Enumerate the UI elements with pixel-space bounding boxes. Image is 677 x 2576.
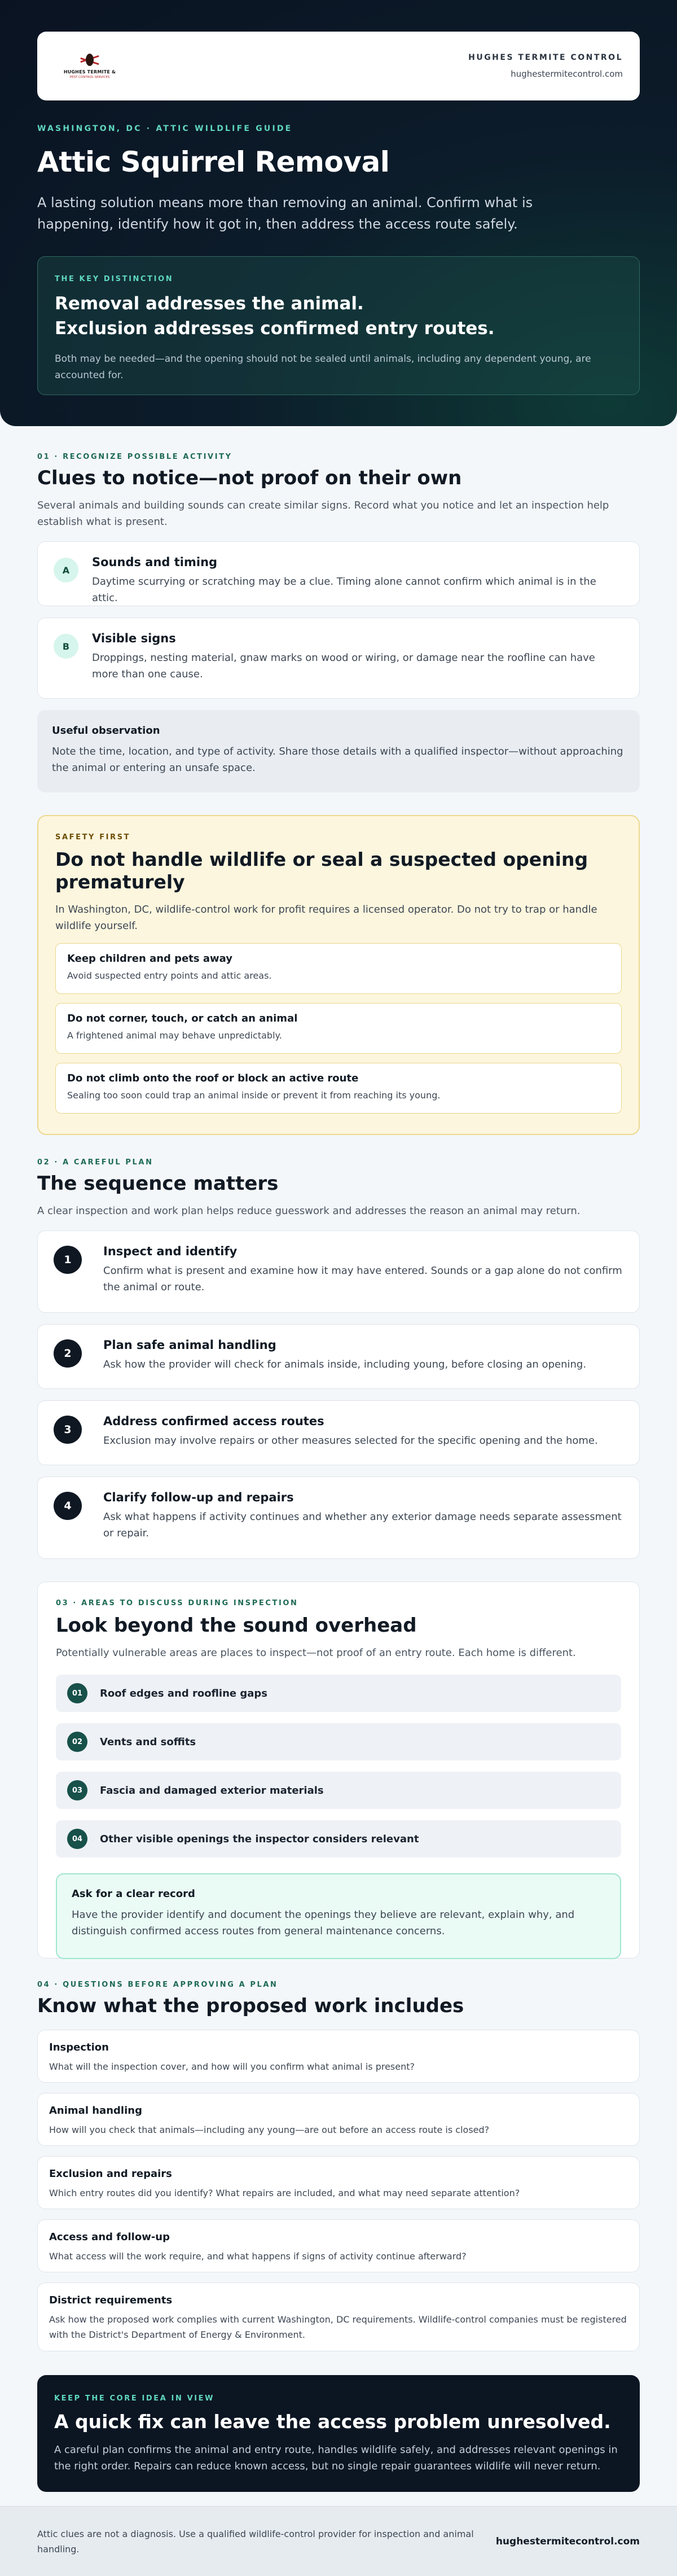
clue-title: Sounds and timing (92, 555, 218, 569)
section-careful-plan (0, 1135, 677, 1559)
termite-icon (80, 54, 99, 67)
area-label: Vents and soffits (100, 1736, 196, 1748)
safety-description: In Washington, DC, wildlife-control work for profit requires a licensed operator. Do not try to trap or handle wildlife yourself. (55, 904, 597, 932)
warning-item (55, 1003, 622, 1054)
distinction-title-line-1: Removal addresses the animal. (55, 293, 364, 314)
section-questions (0, 1959, 677, 2351)
step-title: Plan safe animal handling (103, 1338, 276, 1352)
area-item (56, 1772, 621, 1809)
step-title: Clarify follow-up and repairs (103, 1491, 294, 1504)
clue-description: Droppings, nesting material, gnaw marks on wood or wiring, or damage near the roofline can have more than one cause. (92, 652, 595, 680)
safety-first-panel (37, 815, 640, 1135)
warning-title: Do not climb onto the roof or block an active route (67, 1072, 359, 1084)
plan-step-1 (37, 1230, 640, 1313)
key-distinction-panel (37, 256, 640, 395)
warning-item (55, 1063, 622, 1114)
area-label: Fascia and damaged exterior materials (100, 1784, 324, 1797)
observation-description: Note the time, location, and type of activity. Share those details with a qualified inspector—without approaching the animal or entering an unsafe space. (52, 746, 623, 774)
observation-title: Useful observation (52, 725, 160, 737)
brand-info (468, 53, 623, 79)
section-kicker: 03 · AREAS TO DISCUSS DURING INSPECTION (56, 1599, 298, 1607)
clue-description: Daytime scurrying or scratching may be a clue. Timing alone cannot confirm which animal is in the attic. (92, 576, 596, 604)
question-card (37, 2283, 640, 2351)
question-title: Inspection (49, 2041, 109, 2053)
question-description: What access will the work require, and what happens if signs of activity continue afterward? (49, 2251, 467, 2262)
brand-bar (37, 32, 640, 100)
question-title: District requirements (49, 2294, 173, 2306)
hero-lede: A lasting solution means more than removing an animal. Confirm what is happening, identify how it got in, then address the access route safely. (37, 195, 533, 232)
step-description: Exclusion may involve repairs or other measures selected for the specific opening and the home. (103, 1435, 598, 1447)
page-title: Attic Squirrel Removal (37, 146, 390, 178)
clue-card-sounds (37, 541, 640, 606)
section-kicker: 01 · RECOGNIZE POSSIBLE ACTIVITY (37, 453, 232, 461)
logo-subtitle: PEST CONTROL SERVICES (69, 75, 110, 79)
question-description: Ask how the proposed work complies with current Washington, DC requirements. Wildlife-control companies must be registered with the District's Department of Energy & Environment. (49, 2314, 627, 2340)
record-description: Have the provider identify and document the openings they believe are relevant, explain why, and distinguish confirmed access routes from general maintenance concerns. (72, 1909, 575, 1937)
step-number: 1 (54, 1246, 82, 1274)
step-description: Confirm what is present and examine how it may have entered. Sounds or a gap alone do not confirm the animal or route. (103, 1265, 622, 1293)
area-number: 02 (67, 1732, 87, 1752)
section-kicker: 02 · A CAREFUL PLAN (37, 1158, 153, 1167)
record-title: Ask for a clear record (72, 1888, 195, 1900)
section-intro: Potentially vulnerable areas are places to inspect—not proof of an entry route. Each home is different. (56, 1647, 576, 1659)
section-title: Clues to notice—not proof on their own (37, 467, 462, 489)
company-logo[interactable] (56, 44, 123, 88)
step-title: Address confirmed access routes (103, 1414, 324, 1428)
question-card (37, 2219, 640, 2272)
question-card (37, 2030, 640, 2083)
core-description: A careful plan confirms the animal and entry route, handles wildlife safely, and addresses relevant openings in the right order. Repairs can reduce known access, but no single repair guarantees wildlife will never return. (54, 2444, 618, 2472)
section-recognize-activity (0, 426, 677, 792)
step-number: 2 (54, 1339, 82, 1368)
core-idea-panel (37, 2375, 640, 2492)
area-item (56, 1675, 621, 1712)
area-item (56, 1723, 621, 1760)
distinction-title-line-2: Exclusion addresses confirmed entry routes. (55, 318, 495, 339)
question-card (37, 2093, 640, 2146)
area-label: Roof edges and roofline gaps (100, 1687, 268, 1699)
question-description: How will you check that animals—including any young—are out before an access route is closed? (49, 2124, 490, 2135)
warning-description: Sealing too soon could trap an animal inside or prevent it from reaching its young. (67, 1090, 441, 1101)
clue-badge: A (54, 558, 78, 582)
distinction-kicker: THE KEY DISTINCTION (55, 275, 174, 283)
question-description: What will the inspection cover, and how will you confirm what animal is present? (49, 2061, 415, 2072)
safety-title: Do not handle wildlife or seal a suspected opening prematurely (55, 848, 588, 893)
hero-kicker: WASHINGTON, DC · ATTIC WILDLIFE GUIDE (37, 124, 293, 133)
step-number: 4 (54, 1492, 82, 1520)
step-number: 3 (54, 1416, 82, 1444)
question-title: Animal handling (49, 2105, 142, 2117)
section-intro: Several animals and building sounds can create similar signs. Record what you notice and let an inspection help establish what is present. (37, 500, 609, 528)
question-description: Which entry routes did you identify? What repairs are included, and what may need separate attention? (49, 2188, 520, 2198)
clue-card-visible-signs (37, 617, 640, 699)
step-title: Inspect and identify (103, 1245, 238, 1258)
useful-observation-panel (37, 710, 640, 792)
distinction-title (55, 291, 622, 341)
warning-title: Do not corner, touch, or catch an animal (67, 1013, 298, 1024)
section-title: Know what the proposed work includes (37, 1995, 464, 2017)
question-title: Exclusion and repairs (49, 2168, 172, 2180)
section-title: Look beyond the sound overhead (56, 1614, 417, 1637)
hero (0, 0, 677, 426)
clear-record-panel (56, 1873, 621, 1959)
question-card (37, 2156, 640, 2209)
footer (0, 2506, 677, 2576)
area-number: 04 (67, 1829, 87, 1849)
footer-note: Attic clues are not a diagnosis. Use a qualified wildlife-control provider for inspection and animal handling. (37, 2528, 474, 2555)
logo-name: HUGHES TERMITE & (63, 69, 116, 75)
plan-step-4 (37, 1477, 640, 1559)
warning-description: Avoid suspected entry points and attic areas. (67, 970, 272, 981)
section-intro: A clear inspection and work plan helps reduce guesswork and addresses the reason an animal may return. (37, 1205, 581, 1217)
area-number: 03 (67, 1780, 87, 1800)
warning-description: A frightened animal may behave unpredictably. (67, 1030, 282, 1041)
area-number: 01 (67, 1683, 87, 1703)
step-description: Ask how the provider will check for animals inside, including young, before closing an opening. (103, 1359, 587, 1370)
clue-title: Visible signs (92, 632, 176, 645)
footer-url-link[interactable]: hughestermitecontrol.com (495, 2535, 640, 2547)
step-description: Ask what happens if activity continues and whether any exterior damage needs separate assessment or repair. (103, 1511, 622, 1539)
safety-kicker: SAFETY FIRST (55, 833, 131, 842)
section-title: The sequence matters (37, 1172, 279, 1195)
core-title: A quick fix can leave the access problem unresolved. (54, 2411, 611, 2433)
warning-title: Keep children and pets away (67, 953, 232, 965)
brand-url-link[interactable]: hughestermitecontrol.com (511, 69, 623, 79)
plan-step-3 (37, 1400, 640, 1465)
core-kicker: KEEP THE CORE IDEA IN VIEW (54, 2394, 215, 2403)
question-title: Access and follow-up (49, 2231, 170, 2243)
area-item (56, 1820, 621, 1857)
brand-name: HUGHES TERMITE CONTROL (468, 53, 623, 62)
area-label: Other visible openings the inspector considers relevant (100, 1833, 419, 1845)
section-kicker: 04 · QUESTIONS BEFORE APPROVING A PLAN (37, 1981, 278, 1989)
distinction-body: Both may be needed—and the opening should not be sealed until animals, including any dependent young, are accounted for. (55, 353, 591, 381)
warning-item (55, 943, 622, 994)
clue-badge: B (54, 634, 78, 659)
section-inspection-areas (37, 1581, 640, 1959)
plan-step-2 (37, 1324, 640, 1389)
